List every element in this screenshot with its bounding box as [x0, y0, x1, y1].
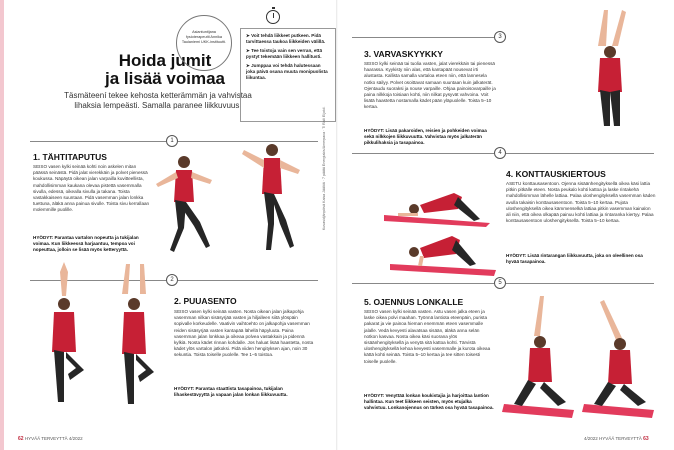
section-benefits: HYÖDYT: Venyttää lonkan koukistajia ja harjoittaa lantion hallintaa. Kun teet liikkeen seisten, myös etujalka vahvistuu. Lonkanojennus on tärkeä osa hyvää tasapainoa.: [364, 393, 494, 411]
divider-line: [506, 153, 654, 154]
section-body: ASETU konttausasentoon. Ojenna sisäänhengityksellä oikea käsi lattia pitkin pitkälle eteen. Nosta peukalo kohti kattoa ja laske rintakehä mahdollisimman lähelle lattiaa. Palaa uloshengityksellä vasemman käden avulla takaisin konttausasentoon. Toista 5–10 kertaa. Pujota uloshengityksellä oikea kämmenselkä lattiaa pitkin vasemman kainalon ali niin, että oikea olkapää painuu kohti lattiaa ja rintaranka kiertyy. Palaa konttausasentoon uloshengityksellä. Toista 5–10 kertaa.: [506, 181, 656, 224]
divider-line: [30, 141, 166, 142]
exercise-photo-crawl-rotation-1: [384, 183, 494, 228]
divider-line: [506, 283, 654, 284]
magazine-name: 4/2022 HYVÄÄ TERVEYTTÄ: [584, 436, 642, 441]
section-title: 4. KONTTAUSKIERTOUS: [506, 169, 606, 179]
exercise-photo-star-tap-2: [238, 138, 308, 258]
section-title: 2. PUUASENTO: [174, 296, 237, 306]
section-body: SEISO vasen kylki seinää kohti noin askelen mitan päässä seinästä. Pidä jalat vierekkäin ja polvet pienessä koukussa. Näpäytä oikean jalan varpailla kuvitteellista, mahdollisimman kaukana olevaa pistettä vasemmalla sivulla, edessä, oikealla sivulla ja takana. Toista vastakkaiseen suuntaan. Pidä vasemman jalan lonkka tuettuna, äläkä anna painua sivulle. Toista sivu kerrallaan molemmille puolille.: [33, 164, 150, 213]
section-title: 1. TÄHTITAPUTUS: [33, 152, 107, 162]
number-circle: 4: [494, 147, 506, 159]
section-benefits: HYÖDYT: Parantaa staattista tasapainoa, tukijalan lihaskestävyyttä ja vapaan jalan lonkan liikkuvuutta.: [174, 386, 288, 398]
section-title: 3. VARVASKYYKKY: [364, 49, 443, 59]
article-title: [70, 52, 260, 88]
magazine-name: HYVÄÄ TERVEYTTÄ 4/2022: [24, 436, 83, 441]
divider-line: [178, 280, 318, 281]
number-circle: 1: [166, 135, 178, 147]
title-line-1: Hoida jumit: [118, 51, 212, 70]
tip-item: ➤ Jumppaa voi tehdä halutessaan joka päivä osana muuta monipuolista liikuntaa.: [246, 63, 328, 80]
photo-credit: Kuvasidjänpöivä Kaisa Jäälöä · 7 päätä Energiakis/Amerpaca · Ti Raili Eijokil.: [322, 106, 326, 230]
footer-right: [584, 436, 649, 442]
tip-item: ➤ Tee toistoja vain sen verran, että pystyt tekemään liikkeen hallitusti.: [246, 48, 323, 59]
divider-line: [352, 283, 494, 284]
exercise-photo-hip-extension-1: [500, 292, 580, 432]
divider-line: [352, 37, 494, 38]
section-benefits: HYÖDYT: Parantaa vartalon nopeutta ja tukijalan voimaa. Kun liikkeessä harjaantuu, tempoa voi nopeuttaa, jolloin se lisää myös ketteryyttä.: [33, 235, 139, 253]
exercise-photo-star-tap-1: [148, 150, 218, 260]
exercise-photo-tree-pose-2: [110, 264, 160, 414]
section-body: SEISO vasen kylki seinää vasten. Astu vasen jalka eteen ja laske oikea polvi maahan. Työnnä lantiota eteenpäin, purista pakarat ja vie painoa hieman enemmän eteen vasemmalle jalalle. Vedä kevyesti alavatsaa sisään, äläkä anna selän notkon kasvaa. Nosta oikea käsi suorana ylös sisäänhengityksellä ja venytä sitä kattoa kohti. Tärvistä uloshengityksellä kehoa kevyesti vasemmalle ja kurota oikeaa kättä kohti seinää. Toista 5–10 kertaa ja tee sitten toisesti toiselle puolelle.: [364, 309, 491, 364]
section-benefits: HYÖDYT: Lisää pakaroiden, reisien ja pohkeiden voimaa sekä nilkkojen liikkuvuutta. Vahvistaa myös jalkaterän pikkulihaksia ja tasapainoa.: [364, 128, 487, 146]
number-circle: 3: [494, 31, 506, 43]
exercise-photo-hip-extension-2: [580, 292, 660, 432]
number-circle: 2: [166, 274, 178, 286]
section-benefits: HYÖDYT: Lisää rintarangan liikkuvuutta, joka on oleellinen osa hyvää tasapainoa.: [506, 253, 643, 265]
stopwatch-icon: [266, 10, 280, 24]
expert-badge: Asiantuntijana fysioterapeutti Annika Taulaniemi UKK-instituutti.: [176, 15, 232, 71]
divider-line: [352, 153, 494, 154]
page-number: 63: [643, 436, 649, 442]
section-body: SEISO vasen kylki seinää vasten. Nosta oikean jalan jalkapohja vasemman nilkan sisäsyrjää vasten ja hiljalleen siitä ylöspäin sopivalle korkeudelle. Vaativin vaihtoehto on jalkapohja vasemman reiden sisäsyrjää vasten kantapää lähellä häpyluuta. Paina vasemman jalan lonkkaa ja oikeaa polvea vastakkain ja pidennä kylkiä. Nosta kädet rinnan kohdalle. Jos haluat lisää haastetta, nosta kädet ylös vartalon jatkoksi. Pidä viiden hengityksen ajan, noin 30 sekuntia. Toista toiselle puolelle. Tee 1–5 toistoa.: [174, 309, 314, 358]
page-number: 62: [18, 436, 24, 442]
lead-paragraph: Täsmäteení tekee kehosta ketterämmän ja vahvistaa lihaksia lempeästi. Samalla paranee liikkuvuus.: [64, 91, 252, 110]
page-edge: [0, 0, 4, 450]
page-gutter: [336, 0, 338, 450]
section-title: 5. OJENNUS LONKALLE: [364, 297, 464, 307]
number-circle: 5: [494, 277, 506, 289]
tip-item: ➤ Voit tehdä liikkeet putkeen. Pidä tarvittaessa taukoa liikkeiden välillä.: [246, 33, 326, 44]
footer-left: [18, 436, 83, 442]
exercise-photo-tree-pose-1: [40, 262, 90, 412]
exercise-photo-crawl-rotation-2: [390, 228, 500, 278]
section-body: SEISO kylki seinää tai tuolia vasten, jalat vierekkäin tai pienessä haarassa. Kyykisty niin alas, että kantapäät nousevat irti alustasta. Kallista samalla vartaloa eteen niin, että lannesela notko säilyy. Polvet osoittavat samaan suuntaan kuin jalkaterät. Ojentaudu suoraksi ja nouse varpaille. Ohjaa painoisovarpaille ja paina nilkkoja toisiaan kohti, niin nilkat pysyvät vahvoina. Voit lisätä haastetta nostamalla kädet pään yläpuolelle. Toista 5–10 kertaa.: [364, 61, 496, 110]
title-line-2: ja lisää voimaa: [104, 69, 226, 88]
exercise-photo-toe-squat: [582, 6, 642, 131]
